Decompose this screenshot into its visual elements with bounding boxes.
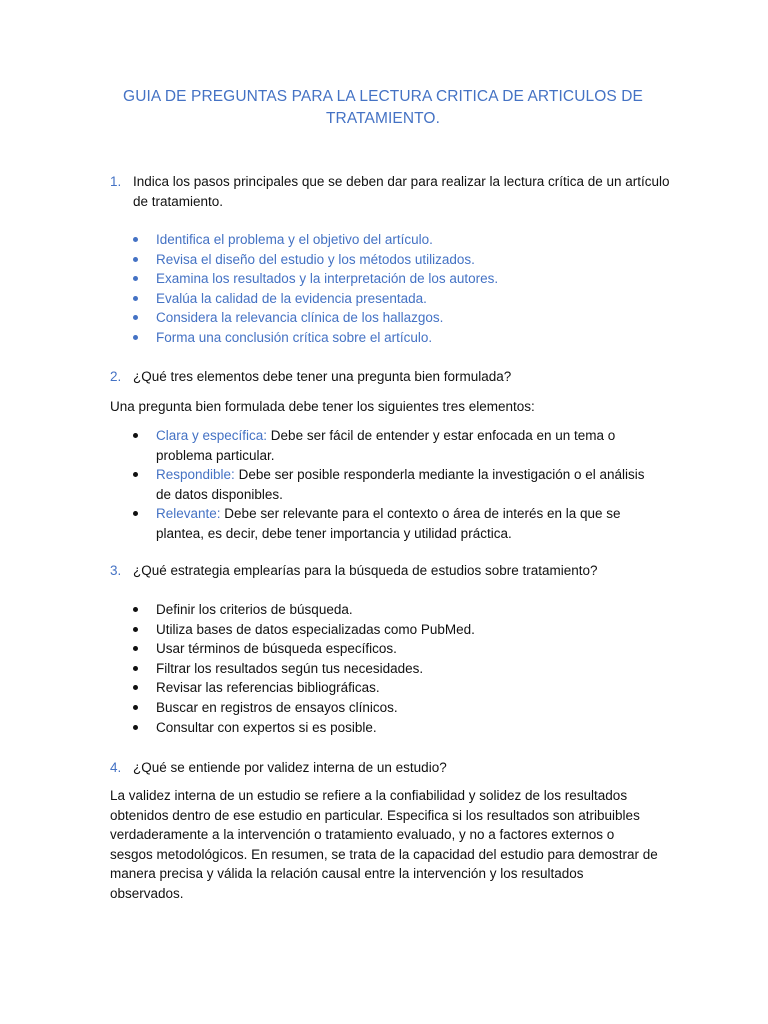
element-term: Relevante: bbox=[156, 506, 221, 522]
list-item: Definir los criterios de búsqueda. bbox=[110, 600, 650, 620]
question-4 bbox=[110, 758, 670, 778]
list-item: Examina los resultados y la interpretación de los autores. bbox=[110, 269, 650, 289]
bullet-icon bbox=[133, 276, 138, 281]
bullet-icon bbox=[133, 237, 138, 242]
question-1 bbox=[110, 172, 670, 211]
list-item: Utiliza bases de datos especializadas como PubMed. bbox=[110, 620, 650, 640]
list-item: Revisar las referencias bibliográficas. bbox=[110, 678, 650, 698]
bullet-icon bbox=[133, 433, 138, 438]
list-item: Revisa el diseño del estudio y los métodos utilizados. bbox=[110, 250, 650, 270]
question-number: 2. bbox=[110, 369, 122, 384]
question-text: Indica los pasos principales que se deben dar para realizar la lectura crítica de un artículo de tratamiento. bbox=[133, 174, 670, 209]
question-2-intro: Una pregunta bien formulada debe tener los siguientes tres elementos: bbox=[110, 399, 535, 414]
bullet-icon bbox=[133, 296, 138, 301]
question-text: ¿Qué se entiende por validez interna de un estudio? bbox=[133, 760, 447, 775]
bullet-icon bbox=[133, 666, 138, 671]
question-text: ¿Qué estrategia emplearías para la búsqueda de estudios sobre tratamiento? bbox=[133, 563, 598, 578]
question-text: ¿Qué tres elementos debe tener una pregunta bien formulada? bbox=[133, 369, 512, 384]
list-item: Identifica el problema y el objetivo del artículo. bbox=[110, 230, 650, 250]
bullet-icon bbox=[133, 257, 138, 262]
bullet-icon bbox=[133, 335, 138, 340]
question-2 bbox=[110, 367, 670, 387]
bullet-icon bbox=[133, 472, 138, 477]
list-item: Filtrar los resultados según tus necesidades. bbox=[110, 659, 650, 679]
list-item: Evalúa la calidad de la evidencia presentada. bbox=[110, 289, 650, 309]
question-3 bbox=[110, 561, 670, 581]
list-item bbox=[110, 465, 650, 504]
bullet-icon bbox=[133, 685, 138, 690]
question-4-answer: La validez interna de un estudio se refiere a la confiabilidad y solidez de los resultados obtenidos dentro de ese estudio en particular. Especifica si los resultados son atribuibles verdaderamente a la intervención o tratamiento evaluado, y no a factores externos o sesgos metodológicos. En resumen, se trata de la capacidad del estudio para demostrar de manera precisa y válida la relación causal entre la intervención y los resultados observados. bbox=[110, 788, 658, 901]
list-item bbox=[110, 426, 650, 465]
element-description: Debe ser posible responderla mediante la investigación o el análisis de datos disponibles. bbox=[156, 467, 645, 502]
element-term: Clara y específica: bbox=[156, 428, 268, 443]
list-item: Considera la relevancia clínica de los hallazgos. bbox=[110, 308, 650, 328]
list-item: Forma una conclusión crítica sobre el artículo. bbox=[110, 328, 650, 348]
list-item: Consultar con expertos si es posible. bbox=[110, 718, 650, 738]
bullet-icon bbox=[133, 627, 138, 632]
question-number: 4. bbox=[110, 760, 122, 775]
bullet-icon bbox=[133, 315, 138, 320]
element-term: Respondible: bbox=[156, 467, 235, 483]
element-description: Debe ser fácil de entender y estar enfocada en un tema o problema particular. bbox=[156, 428, 616, 463]
question-2-elements bbox=[110, 426, 650, 544]
document-title: GUIA DE PREGUNTAS PARA LA LECTURA CRITICA DE ARTICULOS DE TRATAMIENTO. bbox=[123, 88, 643, 127]
question-number: 3. bbox=[110, 563, 122, 578]
bullet-icon bbox=[133, 607, 138, 612]
element-description: Debe ser relevante para el contexto o área de interés en la que se plantea, es decir, debe tener importancia y utilidad práctica. bbox=[156, 506, 621, 541]
question-3-strategies bbox=[110, 600, 650, 737]
bullet-icon bbox=[133, 705, 138, 710]
bullet-icon bbox=[133, 511, 138, 516]
list-item bbox=[110, 504, 650, 543]
list-item: Usar términos de búsqueda específicos. bbox=[110, 639, 650, 659]
bullet-icon bbox=[133, 725, 138, 730]
question-number: 1. bbox=[110, 174, 122, 189]
list-item: Buscar en registros de ensayos clínicos. bbox=[110, 698, 650, 718]
bullet-icon bbox=[133, 646, 138, 651]
question-1-steps bbox=[110, 230, 650, 348]
